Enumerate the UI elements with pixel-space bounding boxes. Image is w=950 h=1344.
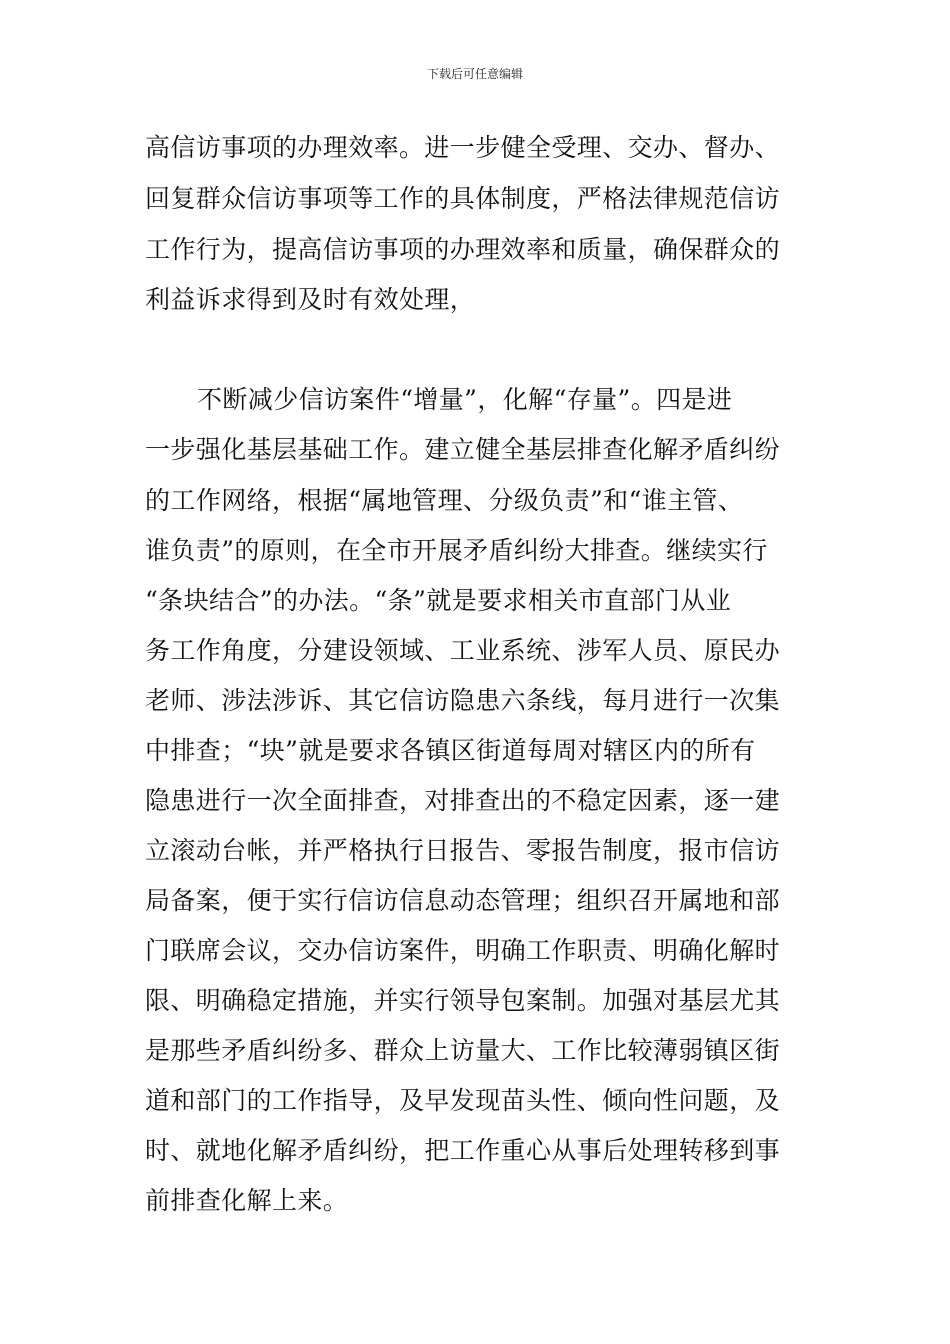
paragraph-2-line: 前排查化解上来。 [145, 1186, 349, 1215]
paragraph-2-line: 的工作网络，根据“属地管理、分级负责”和“谁主管、 [145, 486, 744, 515]
paragraph-1-line: 工作行为，提高信访事项的办理效率和质量，确保群众的 [145, 235, 781, 264]
paragraph-2-line: 隐患进行一次全面排查，对排查出的不稳定因素，逐一建 [145, 786, 781, 815]
paragraph-2-line: 立滚动台帐，并严格执行日报告、零报告制度，报市信访 [145, 836, 781, 865]
paragraph-1-line: 回复群众信访事项等工作的具体制度，严格法律规范信访 [145, 184, 781, 213]
paragraph-2-line: 时、就地化解矛盾纠纷，把工作重心从事后处理转移到事 [145, 1136, 781, 1165]
paragraph-1-line: 利益诉求得到及时有效处理， [145, 285, 476, 314]
paragraph-2-line: 是那些矛盾纠纷多、群众上访量大、工作比较薄弱镇区街 [145, 1036, 781, 1065]
paragraph-2-line: 门联席会议，交办信访案件，明确工作职责、明确化解时 [145, 936, 781, 965]
paragraph-2-line: 一步强化基层基础工作。建立健全基层排查化解矛盾纠纷 [145, 435, 781, 464]
paragraph-2-line: 老师、涉法涉诉、其它信访隐患六条线，每月进行一次集 [145, 686, 781, 715]
paragraph-2-line: “条块结合”的办法。“条”就是要求相关市直部门从业 [145, 586, 732, 615]
paragraph-2-line: 不断减少信访案件“增量”，化解“存量”。四是进 [197, 385, 733, 414]
paragraph-2-line: 务工作角度，分建设领域、工业系统、涉军人员、原民办 [145, 636, 781, 665]
paragraph-2-line: 限、明确稳定措施，并实行领导包案制。加强对基层尤其 [145, 986, 781, 1015]
paragraph-1-line: 高信访事项的办理效率。进一步健全受理、交办、督办、 [145, 133, 781, 162]
paragraph-2-line: 局备案，便于实行信访信息动态管理；组织召开属地和部 [145, 886, 781, 915]
page-header: 下载后可任意编辑 [426, 67, 523, 81]
paragraph-2-line: 道和部门的工作指导，及早发现苗头性、倾向性问题，及 [145, 1086, 781, 1115]
paragraph-2-line: 中排查；“块”就是要求各镇区街道每周对辖区内的所有 [145, 736, 756, 765]
paragraph-2-line: 谁负责”的原则，在全市开展矛盾纠纷大排查。继续实行 [145, 536, 768, 565]
